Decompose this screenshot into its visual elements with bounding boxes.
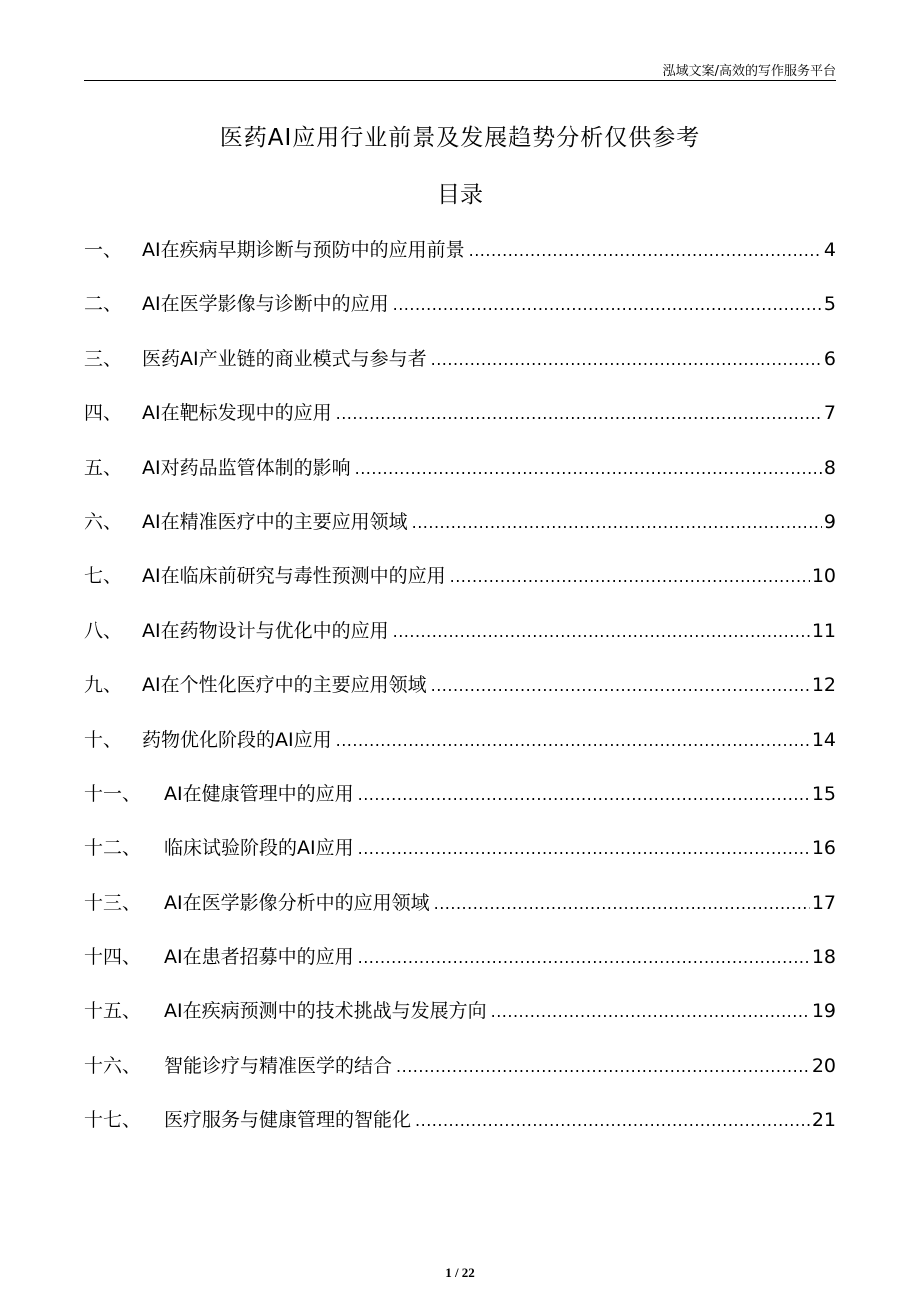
toc-entry-title[interactable]: 医药AI产业链的商业模式与参与者 (142, 347, 427, 370)
toc-entry-7[interactable] (84, 558, 836, 612)
toc-entry-number: 二、 (84, 293, 123, 316)
toc-entry-title[interactable]: AI在医学影像分析中的应用领域 (164, 891, 430, 914)
toc-dot-leader (358, 831, 810, 867)
toc-dot-leader (358, 777, 810, 813)
toc-entry-number: 八、 (84, 619, 123, 642)
toc-entry-page[interactable]: 5 (823, 293, 836, 316)
toc-entry-page[interactable]: 4 (823, 239, 836, 261)
toc-dot-leader (336, 396, 822, 432)
toc-entry-page[interactable]: 7 (823, 402, 836, 425)
toc-entry-page[interactable]: 21 (811, 1109, 836, 1132)
toc-entry-title[interactable]: AI在患者招募中的应用 (164, 946, 354, 969)
toc-entry-5[interactable] (84, 450, 836, 504)
toc-entry-title[interactable]: AI在临床前研究与毒性预测中的应用 (142, 565, 446, 588)
toc-dot-leader (469, 233, 822, 269)
toc-dot-leader (491, 994, 810, 1030)
toc-entry-page[interactable]: 14 (811, 728, 836, 751)
toc-dot-leader (396, 1049, 810, 1085)
toc-entry-3[interactable] (84, 341, 836, 395)
toc-entry-title[interactable]: 临床试验阶段的AI应用 (164, 837, 354, 860)
toc-entry-page[interactable]: 12 (811, 674, 836, 697)
toc-entry-10[interactable] (84, 722, 836, 776)
toc-entry-page[interactable]: 9 (823, 510, 836, 533)
toc-entry-number: 七、 (84, 565, 123, 588)
toc-entry-title[interactable]: AI对药品监管体制的影响 (142, 456, 351, 479)
toc-entry-page[interactable]: 20 (811, 1054, 836, 1077)
toc-entry-page[interactable]: 11 (811, 619, 836, 642)
toc-entry-title[interactable]: AI在疾病预测中的技术挑战与发展方向 (164, 1000, 487, 1023)
toc-entry-number: 四、 (84, 402, 123, 425)
toc-entry-page[interactable]: 18 (811, 946, 836, 969)
toc-entry-number: 十、 (84, 728, 123, 751)
toc-entry-title[interactable]: AI在药物设计与优化中的应用 (142, 619, 389, 642)
toc-entry-11[interactable] (84, 776, 836, 830)
toc-entry-number: 十四、 (84, 946, 142, 969)
toc-heading: 目录 (437, 182, 483, 208)
toc-entry-13[interactable] (84, 885, 836, 939)
toc-entry-number: 十五、 (84, 1000, 142, 1023)
document-title: 医药AI应用行业前景及发展趋势分析仅供参考 (219, 125, 701, 151)
toc-entry-title[interactable]: AI在个性化医疗中的主要应用领域 (142, 674, 427, 697)
toc-entry-title[interactable]: AI在精准医疗中的主要应用领域 (142, 510, 408, 533)
toc-entry-9[interactable] (84, 667, 836, 721)
toc-entry-page[interactable]: 17 (811, 891, 836, 914)
page-number-footer: 1 / 22 (445, 1265, 475, 1280)
toc-entry-number: 十二、 (84, 837, 142, 860)
toc-entry-page[interactable]: 15 (811, 782, 836, 805)
toc-entry-title[interactable]: 医疗服务与健康管理的智能化 (164, 1109, 412, 1132)
toc-entry-17[interactable] (84, 1102, 836, 1156)
toc-entry-6[interactable] (84, 504, 836, 558)
toc-dot-leader (393, 614, 810, 650)
toc-dot-leader (358, 940, 810, 976)
toc-entry-14[interactable] (84, 939, 836, 993)
toc-entry-page[interactable]: 8 (823, 456, 836, 479)
toc-dot-leader (336, 723, 810, 759)
toc-entry-8[interactable] (84, 613, 836, 667)
toc-entry-number: 九、 (84, 674, 123, 697)
toc-entry-title[interactable]: AI在医学影像与诊断中的应用 (142, 293, 389, 316)
toc-entry-title[interactable]: AI在疾病早期诊断与预防中的应用前景 (142, 239, 465, 261)
toc-entry-number: 三、 (84, 347, 123, 370)
toc-entry-page[interactable]: 19 (811, 1000, 836, 1023)
toc-entry-page[interactable]: 16 (811, 837, 836, 860)
toc-dot-leader (434, 886, 810, 922)
toc-entry-2[interactable] (84, 286, 836, 340)
toc-entry-1[interactable] (84, 232, 836, 286)
header-divider (84, 80, 836, 81)
toc-entry-title[interactable]: AI在靶标发现中的应用 (142, 402, 332, 425)
toc-dot-leader (355, 451, 822, 487)
toc-entry-12[interactable] (84, 830, 836, 884)
toc-entry-number: 五、 (84, 456, 123, 479)
toc-entry-number: 六、 (84, 510, 123, 533)
toc-entry-15[interactable] (84, 993, 836, 1047)
toc-entry-number: 十一、 (84, 782, 142, 805)
toc-entry-number: 一、 (84, 239, 123, 261)
toc-dot-leader (412, 505, 822, 541)
toc-dot-leader (393, 287, 822, 323)
toc-entry-4[interactable] (84, 395, 836, 449)
toc-dot-leader (431, 342, 822, 378)
table-of-contents (84, 232, 836, 1157)
toc-entry-number: 十六、 (84, 1054, 142, 1077)
toc-entry-number: 十七、 (84, 1109, 142, 1132)
toc-entry-title[interactable]: 药物优化阶段的AI应用 (142, 728, 332, 751)
toc-entry-page[interactable]: 10 (811, 565, 836, 588)
toc-entry-title[interactable]: AI在健康管理中的应用 (164, 782, 354, 805)
toc-entry-title[interactable]: 智能诊疗与精准医学的结合 (164, 1054, 393, 1077)
toc-dot-leader (431, 668, 810, 704)
page-header-text: 泓域文案/高效的写作服务平台 (662, 64, 836, 79)
toc-entry-page[interactable]: 6 (823, 347, 836, 370)
toc-entry-number: 十三、 (84, 891, 142, 914)
toc-entry-16[interactable] (84, 1048, 836, 1102)
toc-dot-leader (450, 559, 810, 595)
toc-dot-leader (415, 1103, 810, 1139)
